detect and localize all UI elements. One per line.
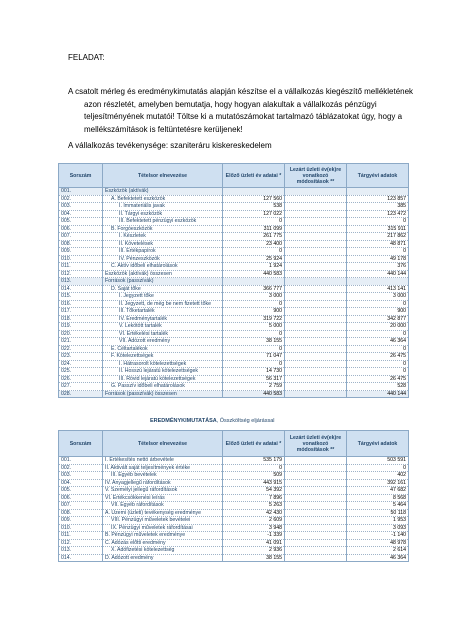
row-previous-year: 261 775 <box>223 233 285 241</box>
row-current-year: 0 <box>347 360 409 368</box>
row-current-year <box>347 278 409 286</box>
row-code: 017. <box>59 308 103 316</box>
table-row <box>59 270 409 278</box>
row-modifications <box>285 472 347 480</box>
header-modositasok: Lezárt üzleti év(ek)re vonatkozó módosítások ** <box>285 164 347 188</box>
header-tetelsor: Tételsor elnevezése <box>103 431 223 457</box>
task-line: A csatolt mérleg és eredménykimutatás alapján készítse el a vállalkozás kiegészítő mellékletének <box>68 87 414 96</box>
task-line: azon részletét, amelyben bemutatja, hogy hogyan alakultak a vállalkozás pénzügyi <box>84 99 377 109</box>
row-modifications <box>285 293 347 301</box>
row-modifications <box>285 502 347 510</box>
row-label: II. Jegyzett, de még be nem fizetett tőke <box>103 300 223 308</box>
row-modifications <box>285 383 347 391</box>
row-current-year: 50 118 <box>347 509 409 517</box>
row-modifications <box>285 360 347 368</box>
row-label: B. Forgóeszközök <box>103 225 223 233</box>
table-row <box>59 195 409 203</box>
row-code: 012. <box>59 539 103 547</box>
row-code: 002. <box>59 195 103 203</box>
table-row <box>59 479 409 487</box>
row-label: V. Lekötött tartalék <box>103 323 223 331</box>
table-row <box>59 554 409 562</box>
row-modifications <box>285 539 347 547</box>
row-modifications <box>285 464 347 472</box>
row-previous-year: 509 <box>223 472 285 480</box>
row-label: Források (passzívák) <box>103 278 223 286</box>
row-current-year: 8 568 <box>347 494 409 502</box>
row-previous-year: 311 099 <box>223 225 285 233</box>
row-previous-year <box>223 188 285 196</box>
row-current-year: 0 <box>347 345 409 353</box>
row-label: A. Befektetett eszközök <box>103 195 223 203</box>
row-code: 005. <box>59 218 103 226</box>
row-label: X. Adófizetési kötelezettség <box>103 547 223 555</box>
table-row <box>59 338 409 346</box>
row-current-year: 402 <box>347 472 409 480</box>
row-current-year: 46 364 <box>347 338 409 346</box>
row-previous-year: 71 047 <box>223 353 285 361</box>
row-previous-year: 440 583 <box>223 270 285 278</box>
row-current-year: 392 161 <box>347 479 409 487</box>
row-code: 003. <box>59 203 103 211</box>
row-previous-year: 900 <box>223 308 285 316</box>
row-label: VII. Egyéb ráfordítások <box>103 502 223 510</box>
row-code: 018. <box>59 315 103 323</box>
row-label: C. Aktív időbeli elhatárolások <box>103 263 223 271</box>
row-current-year: 440 144 <box>347 390 409 398</box>
row-code: 026. <box>59 375 103 383</box>
header-sorszam: Sorszám <box>59 164 103 188</box>
row-current-year: 5 464 <box>347 502 409 510</box>
table-row <box>59 210 409 218</box>
row-modifications <box>285 233 347 241</box>
table-row <box>59 278 409 286</box>
row-label: III. Befektetett pénzügyi eszközök <box>103 218 223 226</box>
table-row <box>59 345 409 353</box>
table-row <box>59 323 409 331</box>
row-code: 002. <box>59 464 103 472</box>
row-previous-year: 127 022 <box>223 210 285 218</box>
row-previous-year: 440 583 <box>223 390 285 398</box>
row-previous-year: 38 155 <box>223 338 285 346</box>
row-modifications <box>285 188 347 196</box>
row-code: 012. <box>59 270 103 278</box>
row-label: A. Üzemi (üzleti) tevékenység eredménye <box>103 509 223 517</box>
row-current-year: 26 475 <box>347 353 409 361</box>
row-modifications <box>285 524 347 532</box>
table-row <box>59 502 409 510</box>
row-label: IX. Pénzügyi műveletek ráfordításai <box>103 524 223 532</box>
row-code: 005. <box>59 487 103 495</box>
row-label: VI. Értékelési tartalék <box>103 330 223 338</box>
header-elozo-ev: Előző üzleti év adatai * <box>223 431 285 457</box>
row-code: 027. <box>59 383 103 391</box>
row-previous-year: 56 317 <box>223 375 285 383</box>
row-code: 021. <box>59 338 103 346</box>
row-code: 014. <box>59 554 103 562</box>
table-row <box>59 375 409 383</box>
row-modifications <box>285 248 347 256</box>
row-current-year: 47 682 <box>347 487 409 495</box>
row-code: 013. <box>59 278 103 286</box>
row-modifications <box>285 300 347 308</box>
row-label: I. Készletek <box>103 233 223 241</box>
header-modositasok: Lezárt üzleti év(ek)re vonatkozó módosítások ** <box>285 431 347 457</box>
row-modifications <box>285 285 347 293</box>
row-code: 008. <box>59 240 103 248</box>
row-label: D. Saját tőke <box>103 285 223 293</box>
row-current-year: 0 <box>347 330 409 338</box>
table-row <box>59 330 409 338</box>
table-row <box>59 255 409 263</box>
row-current-year: -1 140 <box>347 532 409 540</box>
row-previous-year: 7 896 <box>223 494 285 502</box>
row-code: 001. <box>59 188 103 196</box>
table-row <box>59 472 409 480</box>
row-label: I. Hátrasorolt kötelezettségek <box>103 360 223 368</box>
row-code: 004. <box>59 479 103 487</box>
row-current-year: 503 591 <box>347 457 409 465</box>
table-row <box>59 233 409 241</box>
row-previous-year: 54 392 <box>223 487 285 495</box>
row-current-year: 48 978 <box>347 539 409 547</box>
row-previous-year: 366 777 <box>223 285 285 293</box>
row-code: 010. <box>59 255 103 263</box>
row-code: 011. <box>59 263 103 271</box>
row-current-year: 26 475 <box>347 375 409 383</box>
row-previous-year: 3 948 <box>223 524 285 532</box>
row-modifications <box>285 278 347 286</box>
row-modifications <box>285 532 347 540</box>
row-current-year: 315 911 <box>347 225 409 233</box>
table-row <box>59 308 409 316</box>
row-current-year: 0 <box>347 300 409 308</box>
table-row <box>59 218 409 226</box>
table-row <box>59 524 409 532</box>
income-statement-caption <box>150 418 275 424</box>
row-code: 004. <box>59 210 103 218</box>
table-row <box>59 353 409 361</box>
row-label: IV. Anyagjellegű ráfordítások <box>103 479 223 487</box>
task-heading: FELADAT: <box>68 53 105 62</box>
header-elozo-ev: Előző üzleti év adatai * <box>223 164 285 188</box>
row-previous-year: 2 936 <box>223 547 285 555</box>
row-modifications <box>285 547 347 555</box>
row-previous-year: 0 <box>223 330 285 338</box>
row-label: VII. Adózott eredmény <box>103 338 223 346</box>
table-row <box>59 300 409 308</box>
row-previous-year: 25 924 <box>223 255 285 263</box>
row-label: II. Aktivált saját teljesítmények értéke <box>103 464 223 472</box>
table-row <box>59 293 409 301</box>
row-previous-year: 0 <box>223 464 285 472</box>
table-row <box>59 225 409 233</box>
row-modifications <box>285 517 347 525</box>
row-label: VIII. Pénzügyi műveletek bevételei <box>103 517 223 525</box>
row-label: III. Egyéb bevételek <box>103 472 223 480</box>
row-label: B. Pénzügyi műveletek eredménye <box>103 532 223 540</box>
table-row <box>59 547 409 555</box>
row-previous-year: 0 <box>223 360 285 368</box>
header-targyev: Tárgyévi adatok <box>347 431 409 457</box>
row-modifications <box>285 255 347 263</box>
table-row <box>59 517 409 525</box>
row-label: III. Tőketartalék <box>103 308 223 316</box>
row-current-year: 46 364 <box>347 554 409 562</box>
row-previous-year: 2 609 <box>223 517 285 525</box>
row-current-year: 3 093 <box>347 524 409 532</box>
table-row <box>59 494 409 502</box>
row-modifications <box>285 263 347 271</box>
row-modifications <box>285 270 347 278</box>
row-label: C. Adózás előtti eredmény <box>103 539 223 547</box>
row-current-year: 48 871 <box>347 240 409 248</box>
row-code: 003. <box>59 472 103 480</box>
row-label: Eszközök (aktívák) összesen <box>103 270 223 278</box>
row-label: II. Tárgyi eszközök <box>103 210 223 218</box>
table-row <box>59 240 409 248</box>
row-label: IV. Eredménytartalék <box>103 315 223 323</box>
row-code: 007. <box>59 502 103 510</box>
table-row <box>59 203 409 211</box>
row-previous-year: 0 <box>223 248 285 256</box>
row-label: Eszközök (aktívák) <box>103 188 223 196</box>
row-modifications <box>285 479 347 487</box>
row-code: 009. <box>59 248 103 256</box>
row-code: 015. <box>59 293 103 301</box>
row-modifications <box>285 330 347 338</box>
header-tetelsor: Tételsor elnevezése <box>103 164 223 188</box>
row-current-year: 0 <box>347 368 409 376</box>
row-label: F. Kötelezettségek <box>103 353 223 361</box>
row-current-year <box>347 188 409 196</box>
row-previous-year: 2 759 <box>223 383 285 391</box>
row-modifications <box>285 218 347 226</box>
task-line: mellékszámítások is feltüntetésre kerüljenek! <box>84 124 243 134</box>
row-current-year: 900 <box>347 308 409 316</box>
income-statement-body <box>59 457 409 562</box>
table-row <box>59 390 409 398</box>
row-code: 019. <box>59 323 103 331</box>
row-label: VI. Értékcsökkenési leírás <box>103 494 223 502</box>
row-previous-year: 42 430 <box>223 509 285 517</box>
row-code: 013. <box>59 547 103 555</box>
row-modifications <box>285 509 347 517</box>
income-statement-table <box>58 430 409 562</box>
row-previous-year: 38 155 <box>223 554 285 562</box>
row-code: 023. <box>59 353 103 361</box>
row-previous-year: 5 263 <box>223 502 285 510</box>
balance-sheet-body <box>59 188 409 398</box>
row-code: 006. <box>59 494 103 502</box>
row-label: I. Immateriális javak <box>103 203 223 211</box>
row-modifications <box>285 308 347 316</box>
table-row <box>59 509 409 517</box>
row-current-year: 49 178 <box>347 255 409 263</box>
row-code: 028. <box>59 390 103 398</box>
row-current-year: 123 857 <box>347 195 409 203</box>
header-sorszam: Sorszám <box>59 431 103 457</box>
row-label: D. Adózott eredmény <box>103 554 223 562</box>
row-current-year: 217 862 <box>347 233 409 241</box>
row-modifications <box>285 240 347 248</box>
row-previous-year: 535 179 <box>223 457 285 465</box>
row-modifications <box>285 225 347 233</box>
row-previous-year: -1 339 <box>223 532 285 540</box>
row-label: III. Rövid lejáratú kötelezettségek <box>103 375 223 383</box>
row-label: III. Értékpapírok <box>103 248 223 256</box>
balance-sheet-table <box>58 163 409 398</box>
row-current-year: 376 <box>347 263 409 271</box>
row-previous-year: 5 000 <box>223 323 285 331</box>
row-label: I. Jegyzett tőke <box>103 293 223 301</box>
row-previous-year: 127 560 <box>223 195 285 203</box>
table-row <box>59 188 409 196</box>
header-targyev: Tárgyévi adatok <box>347 164 409 188</box>
row-modifications <box>285 195 347 203</box>
row-current-year: 385 <box>347 203 409 211</box>
activity-line: A vállalkozás tevékenysége: szaniteráru kiskereskedelem <box>68 141 272 150</box>
row-code: 022. <box>59 345 103 353</box>
row-modifications <box>285 554 347 562</box>
row-modifications <box>285 338 347 346</box>
row-code: 006. <box>59 225 103 233</box>
row-previous-year: 14 730 <box>223 368 285 376</box>
table-row <box>59 368 409 376</box>
row-previous-year: 1 924 <box>223 263 285 271</box>
table-row <box>59 285 409 293</box>
row-current-year: 2 614 <box>347 547 409 555</box>
row-modifications <box>285 315 347 323</box>
row-modifications <box>285 210 347 218</box>
row-code: 016. <box>59 300 103 308</box>
row-label: II. Hosszú lejáratú kötelezettségek <box>103 368 223 376</box>
row-current-year: 342 877 <box>347 315 409 323</box>
row-previous-year <box>223 278 285 286</box>
row-code: 014. <box>59 285 103 293</box>
income-caption-subtitle: , Összköltség eljárással <box>216 418 275 424</box>
table-row <box>59 457 409 465</box>
row-label: V. Személyi jellegű ráfordítások <box>103 487 223 495</box>
row-current-year: 0 <box>347 248 409 256</box>
table-row <box>59 263 409 271</box>
row-modifications <box>285 345 347 353</box>
row-label: G. Passzív időbeli elhatárolások <box>103 383 223 391</box>
table-row <box>59 360 409 368</box>
row-previous-year: 23 400 <box>223 240 285 248</box>
task-line: teljesítményének mutatói! Töltse ki a mutatószámokat tartalmazó táblázatokat úgy, hogy a <box>84 112 403 121</box>
row-modifications <box>285 494 347 502</box>
row-code: 008. <box>59 509 103 517</box>
row-previous-year: 538 <box>223 203 285 211</box>
table-row <box>59 532 409 540</box>
row-current-year: 440 144 <box>347 270 409 278</box>
row-label: I. Értékesítés nettó árbevétele <box>103 457 223 465</box>
row-modifications <box>285 353 347 361</box>
row-code: 007. <box>59 233 103 241</box>
task-description <box>68 86 428 136</box>
row-current-year: 123 472 <box>347 210 409 218</box>
row-current-year: 1 953 <box>347 517 409 525</box>
table-row <box>59 464 409 472</box>
row-previous-year: 319 722 <box>223 315 285 323</box>
table-row <box>59 539 409 547</box>
row-modifications <box>285 487 347 495</box>
table-row <box>59 487 409 495</box>
row-current-year: 0 <box>347 464 409 472</box>
row-modifications <box>285 390 347 398</box>
row-label: IV. Pénzeszközök <box>103 255 223 263</box>
row-previous-year: 0 <box>223 300 285 308</box>
row-current-year: 3 000 <box>347 293 409 301</box>
row-modifications <box>285 203 347 211</box>
row-modifications <box>285 323 347 331</box>
row-current-year: 413 141 <box>347 285 409 293</box>
row-previous-year: 0 <box>223 345 285 353</box>
row-previous-year: 443 915 <box>223 479 285 487</box>
row-label: Források (passzívák) összesen <box>103 390 223 398</box>
row-code: 020. <box>59 330 103 338</box>
row-code: 025. <box>59 368 103 376</box>
row-modifications <box>285 368 347 376</box>
row-current-year: 528 <box>347 383 409 391</box>
row-label: II. Követelések <box>103 240 223 248</box>
row-current-year: 20 000 <box>347 323 409 331</box>
row-code: 001. <box>59 457 103 465</box>
table-row <box>59 383 409 391</box>
row-code: 011. <box>59 532 103 540</box>
row-modifications <box>285 457 347 465</box>
row-code: 024. <box>59 360 103 368</box>
row-label: E. Céltartalékok <box>103 345 223 353</box>
row-previous-year: 41 091 <box>223 539 285 547</box>
row-previous-year: 3 000 <box>223 293 285 301</box>
income-caption-title: EREDMÉNYKIMUTATÁSA <box>150 418 217 424</box>
table-row <box>59 315 409 323</box>
row-modifications <box>285 375 347 383</box>
row-code: 009. <box>59 517 103 525</box>
row-current-year: 0 <box>347 218 409 226</box>
table-row <box>59 248 409 256</box>
row-code: 010. <box>59 524 103 532</box>
row-previous-year: 0 <box>223 218 285 226</box>
